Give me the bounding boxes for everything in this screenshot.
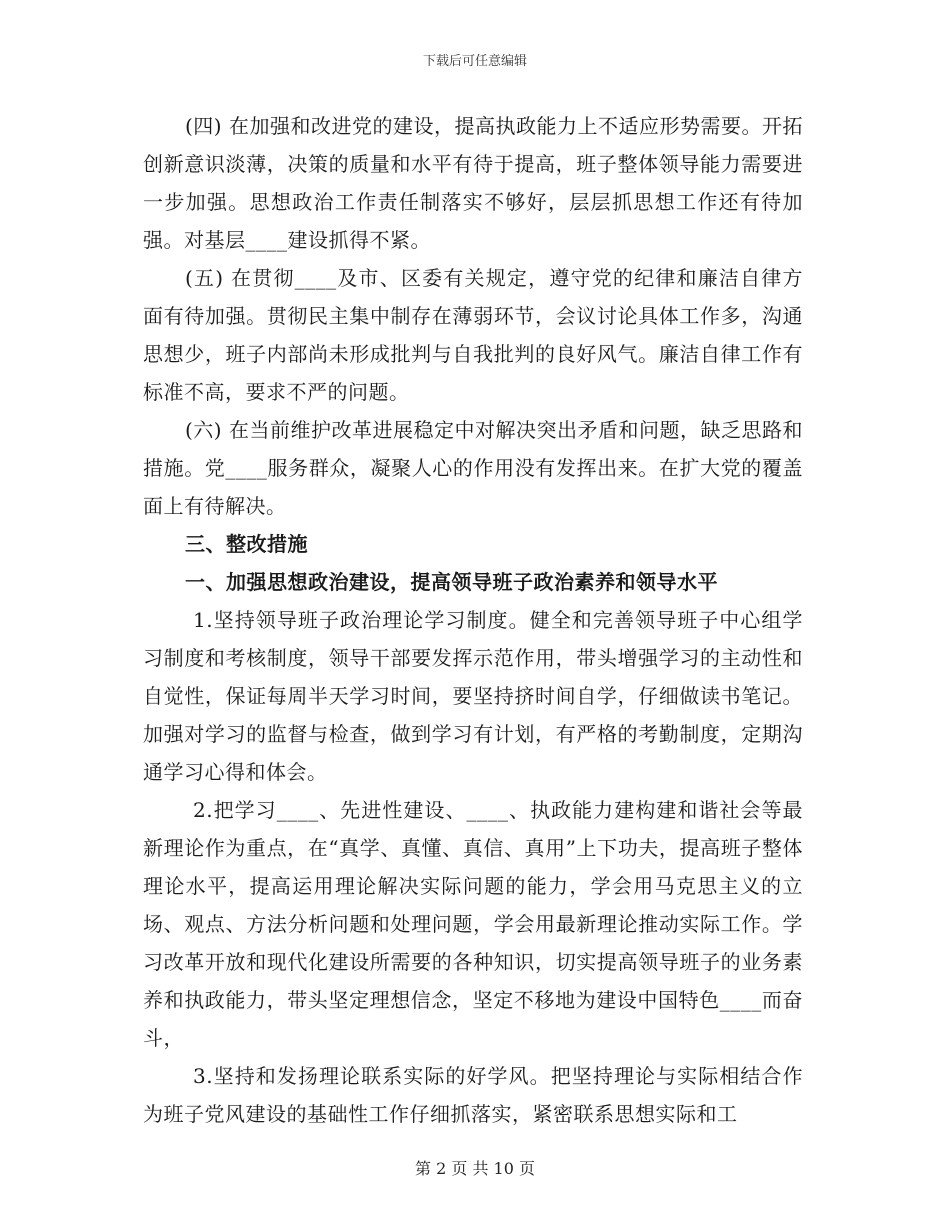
list-item-1: 1.坚持领导班子政治理论学习制度。健全和完善领导班子中心组学习制度和考核制度，领导干部要发挥示范作用，带头增强学习的主动性和自觉性，保证每周半天学习时间，要坚持挤时间自学，仔细做读书笔记。加强对学习的监督与检查，做到学习有计划，有严格的考勤制度，定期沟通学习心得和体会。 xyxy=(143,608,803,784)
section-title: 三、整改措施 xyxy=(185,532,308,556)
page-header-note: 下载后可任意编辑 xyxy=(422,54,527,69)
list-item-3: 3.坚持和发扬理论联系实际的好学风。把坚持理论与实际相结合作为班子党风建设的基础性工作仔细抓落实，紧密联系思想实际和工 xyxy=(143,1064,803,1126)
list-item-2: 2.把学习____、先进性建设、____、执政能力建构建和谐社会等最新理论作为重点，在“真学、真懂、真信、真用”上下功夫，提高班子整体理论水平，提高运用理论解决实际问题的能力，学会用马克思主义的立场、观点、方法分析问题和处理问题，学会用最新理论推动实际工作。学习改革开放和现代化建设所需要的各种知识，切实提高领导班子的业务素养和执政能力，带头坚定理想信念，坚定不移地为建设中国特色____而奋斗， xyxy=(143,798,803,1050)
subsection-title: 一、加强思想政治建设，提高领导班子政治素养和领导水平 xyxy=(185,570,718,594)
paragraph-5: (五) 在贯彻____及市、区委有关规定，遵守党的纪律和廉洁自律方面有待加强。贯彻民主集中制存在薄弱环节，会议讨论具体工作多，沟通思想少，班子内部尚未形成批判与自我批判的良好风气。廉洁自律工作有标准不高，要求不严的问题。 xyxy=(143,266,803,404)
paragraph-4: (四) 在加强和改进党的建设，提高执政能力上不适应形势需要。开拓创新意识淡薄，决策的质量和水平有待于提高，班子整体领导能力需要进一步加强。思想政治工作责任制落实不够好，层层抓思想工作还有待加强。对基层____建设抓得不紧。 xyxy=(143,114,803,252)
document-body xyxy=(143,107,803,1133)
page-number: 第 2 页 共 10 页 xyxy=(415,1159,535,1178)
paragraph-6: (六) 在当前维护改革进展稳定中对解决突出矛盾和问题，缺乏思路和措施。党____服务群众，凝聚人心的作用没有发挥出来。在扩大党的覆盖面上有待解决。 xyxy=(143,418,803,518)
